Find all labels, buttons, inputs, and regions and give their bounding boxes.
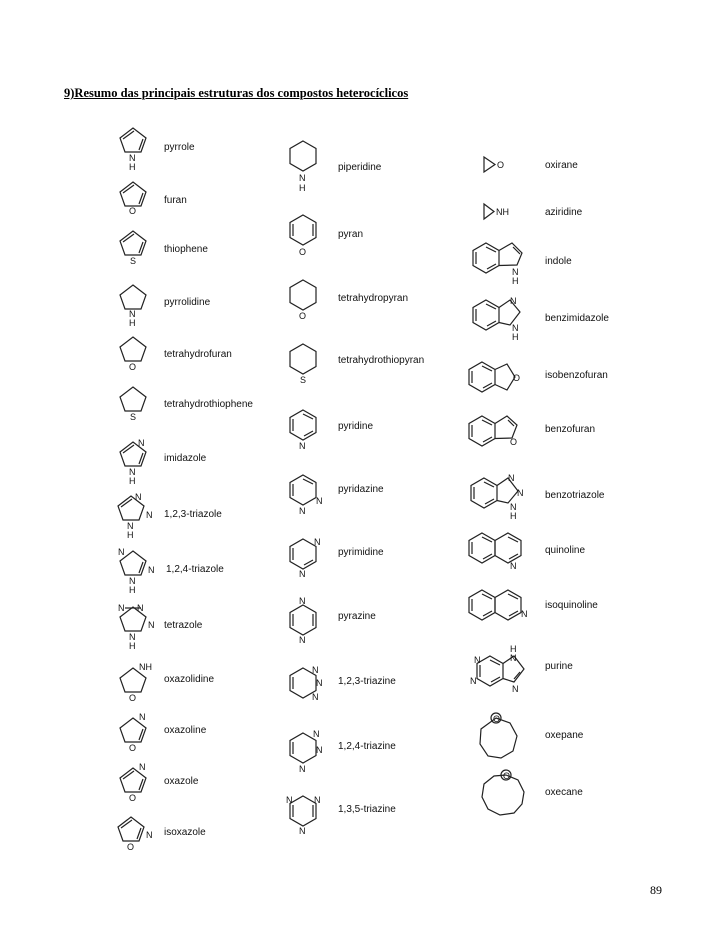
tetrahydrothiophene-structure	[120, 387, 146, 422]
svg-text:N: N	[512, 267, 519, 277]
svg-text:N: N	[139, 712, 146, 722]
label-pyridazine: pyridazine	[338, 484, 384, 495]
indole-structure	[473, 243, 522, 286]
label-aziridine: aziridine	[545, 207, 583, 218]
svg-text:N: N	[137, 603, 144, 613]
svg-text:N: N	[312, 692, 319, 702]
svg-text:S: S	[130, 256, 137, 266]
svg-text:N: N	[129, 467, 136, 477]
benzotriazole-structure	[471, 473, 524, 521]
pyrimidine-structure	[290, 537, 321, 579]
tetrahydropyran-structure	[290, 280, 316, 321]
svg-text:N: N	[508, 473, 515, 483]
label-quinoline: quinoline	[545, 545, 586, 556]
svg-text:O: O	[129, 206, 137, 216]
1-2-3-triazine-structure	[290, 665, 323, 702]
svg-text:N: N	[312, 665, 319, 675]
svg-text:H: H	[299, 183, 306, 193]
svg-text:N: N	[510, 561, 517, 571]
svg-text:N: N	[314, 537, 321, 547]
label-benzimidazole: benzimidazole	[545, 313, 609, 324]
thiophene-structure	[120, 231, 146, 266]
oxecane-structure	[482, 770, 524, 815]
1-2-3-triazole-structure	[118, 492, 153, 540]
svg-text:N: N	[138, 438, 145, 448]
svg-text:N: N	[129, 309, 136, 319]
svg-text:N: N	[299, 441, 306, 451]
svg-text:N: N	[299, 826, 306, 836]
svg-text:N: N	[510, 653, 517, 663]
pyran-structure	[290, 215, 316, 257]
label-tetrahydropyran: tetrahydropyran	[338, 293, 409, 304]
benzofuran-structure	[469, 416, 517, 447]
svg-text:N: N	[146, 510, 153, 520]
svg-text:N: N	[299, 569, 306, 579]
label-benzotriazole: benzotriazole	[545, 490, 605, 501]
svg-text:N: N	[299, 635, 306, 645]
label-imidazole: imidazole	[164, 453, 207, 464]
furan-structure	[120, 182, 146, 216]
svg-text:H: H	[127, 530, 134, 540]
svg-text:O: O	[129, 362, 137, 372]
label-purine: purine	[545, 661, 573, 672]
svg-text:O: O	[513, 373, 521, 383]
svg-text:H: H	[510, 644, 517, 654]
svg-text:N: N	[510, 296, 517, 306]
tetrazole-structure	[118, 603, 155, 651]
aziridine-structure	[484, 204, 509, 219]
svg-text:H: H	[129, 162, 136, 172]
label-isoquinoline: isoquinoline	[545, 600, 598, 611]
svg-text:H: H	[512, 332, 519, 342]
label-piperidine: piperidine	[338, 162, 382, 173]
section-heading: 9)Resumo das principais estruturas dos compostos heterocíclicos	[64, 86, 409, 100]
1-2-4-triazine-structure	[290, 729, 323, 774]
label-oxepane: oxepane	[545, 730, 584, 741]
oxazoline-structure	[120, 712, 146, 753]
page-number: 89	[650, 883, 662, 897]
label-oxazolidine: oxazolidine	[164, 674, 215, 685]
svg-text:S: S	[130, 412, 137, 422]
svg-text:N: N	[521, 609, 528, 619]
svg-text:H: H	[510, 511, 517, 521]
svg-text:N: N	[512, 684, 519, 694]
svg-text:N: N	[118, 603, 125, 613]
isoquinoline-structure	[469, 590, 528, 620]
svg-text:N: N	[314, 795, 321, 805]
svg-text:O: O	[497, 160, 505, 170]
label-oxecane: oxecane	[545, 787, 583, 798]
pyrrolidine-structure	[120, 285, 146, 328]
label-oxirane: oxirane	[545, 160, 578, 171]
svg-text:N: N	[512, 323, 519, 333]
label-thiophene: thiophene	[164, 244, 208, 255]
svg-text:O: O	[299, 247, 307, 257]
svg-text:N: N	[148, 620, 155, 630]
oxirane-structure	[484, 157, 504, 172]
svg-text:N: N	[517, 488, 524, 498]
benzimidazole-structure	[473, 296, 520, 342]
svg-text:N: N	[135, 492, 142, 502]
label-tetrazole: tetrazole	[164, 620, 203, 631]
quinoline-structure	[469, 533, 521, 571]
svg-text:N: N	[313, 729, 320, 739]
tetrahydrothiopyran-structure	[290, 344, 316, 385]
label-tetrahydrofuran: tetrahydrofuran	[164, 349, 232, 360]
label-pyrazine: pyrazine	[338, 611, 376, 622]
pyridine-structure	[290, 410, 316, 451]
label-1-2-4-triazole: 1,2,4-triazole	[166, 564, 224, 575]
label-pyridine: pyridine	[338, 421, 374, 432]
pyrazine-structure	[290, 596, 316, 645]
isobenzofuran-structure	[469, 362, 520, 392]
svg-text:H: H	[512, 276, 519, 286]
svg-text:O: O	[129, 743, 137, 753]
svg-text:N: N	[146, 830, 153, 840]
svg-text:N: N	[316, 496, 323, 506]
svg-text:NH: NH	[139, 662, 152, 672]
oxepane-structure	[480, 713, 517, 758]
svg-text:NH: NH	[496, 207, 509, 217]
label-furan: furan	[164, 195, 187, 206]
svg-text:O: O	[299, 311, 307, 321]
label-pyrrolidine: pyrrolidine	[164, 297, 211, 308]
tetrahydrofuran-structure	[120, 337, 146, 372]
svg-text:H: H	[129, 585, 136, 595]
label-pyrrole: pyrrole	[164, 142, 195, 153]
label-pyrimidine: pyrimidine	[338, 547, 384, 558]
svg-text:N: N	[129, 576, 136, 586]
svg-text:N: N	[299, 173, 306, 183]
label-pyran: pyran	[338, 229, 364, 240]
svg-text:N: N	[129, 153, 136, 163]
label-indole: indole	[545, 256, 572, 267]
svg-text:N: N	[286, 795, 293, 805]
svg-text:N: N	[510, 502, 517, 512]
svg-text:O: O	[493, 714, 501, 724]
svg-text:N: N	[299, 764, 306, 774]
piperidine-structure	[290, 141, 316, 193]
label-1-3-5-triazine: 1,3,5-triazine	[338, 804, 396, 815]
svg-text:N: N	[316, 745, 323, 755]
svg-text:N: N	[474, 655, 481, 665]
svg-text:O: O	[129, 693, 137, 703]
svg-text:O: O	[127, 842, 135, 852]
isoxazole-structure	[118, 817, 153, 852]
1-2-4-triazole-structure	[118, 547, 155, 595]
svg-text:N: N	[299, 506, 306, 516]
svg-text:N: N	[148, 565, 155, 575]
svg-text:O: O	[503, 771, 511, 781]
label-1-2-3-triazole: 1,2,3-triazole	[164, 509, 222, 520]
imidazole-structure	[120, 438, 146, 486]
svg-text:N: N	[316, 678, 323, 688]
oxazole-structure	[120, 762, 146, 803]
svg-text:S: S	[300, 375, 307, 385]
svg-text:N: N	[470, 676, 477, 686]
label-oxazole: oxazole	[164, 776, 199, 787]
label-isobenzofuran: isobenzofuran	[545, 370, 608, 381]
label-tetrahydrothiopyran: tetrahydrothiopyran	[338, 355, 425, 366]
svg-text:N: N	[129, 632, 136, 642]
svg-text:H: H	[129, 641, 136, 651]
svg-text:N: N	[299, 596, 306, 606]
label-isoxazole: isoxazole	[164, 827, 206, 838]
svg-text:N: N	[139, 762, 146, 772]
svg-text:N: N	[118, 547, 125, 557]
oxazolidine-structure	[120, 662, 152, 703]
label-tetrahydrothiophene: tetrahydrothiophene	[164, 399, 253, 410]
label-benzofuran: benzofuran	[545, 424, 596, 435]
svg-text:H: H	[129, 476, 136, 486]
label-oxazoline: oxazoline	[164, 725, 207, 736]
svg-text:H: H	[129, 318, 136, 328]
1-3-5-triazine-structure	[286, 795, 321, 836]
svg-text:O: O	[510, 437, 518, 447]
label-1-2-3-triazine: 1,2,3-triazine	[338, 676, 396, 687]
pyridazine-structure	[290, 475, 323, 516]
purine-structure	[470, 644, 524, 694]
pyrrole-structure	[120, 128, 146, 172]
svg-text:N: N	[127, 521, 134, 531]
label-1-2-4-triazine: 1,2,4-triazine	[338, 741, 396, 752]
svg-text:O: O	[129, 793, 137, 803]
